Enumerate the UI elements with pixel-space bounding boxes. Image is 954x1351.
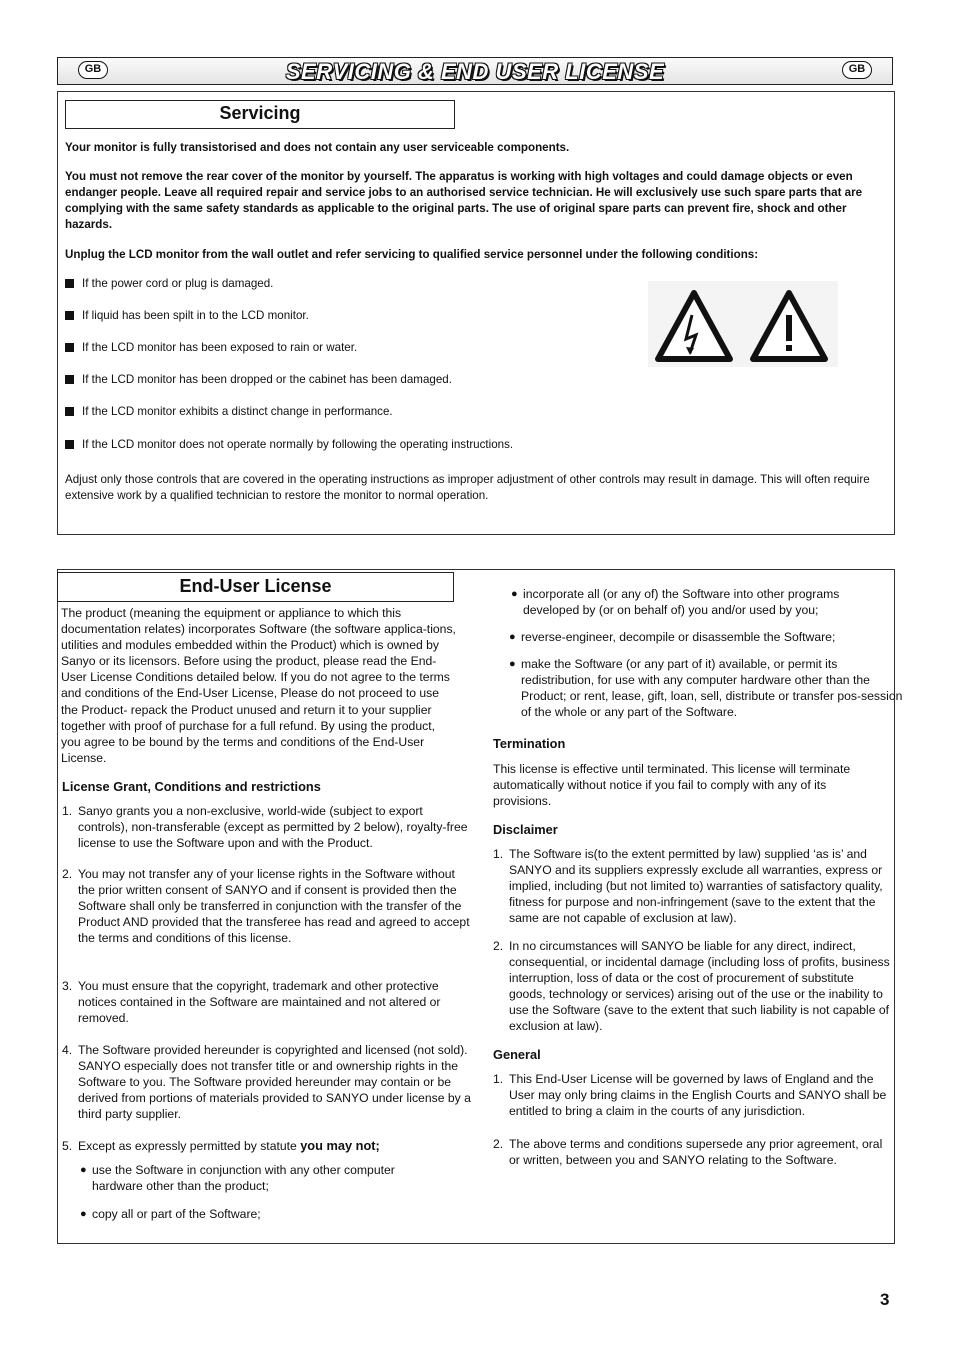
gb-badge-left: GB [78,61,108,79]
list-item: 1. This End-User License will be governed by laws of England and the User may only bring claims in the English Courts and SANYO shall be entitled to bring a claim in the courts of any jurisdiction. [493,1072,887,1119]
page-number: 3 [880,1290,890,1309]
list-item: 1. The Software is(to the extent permitted by law) supplied ‘as is’ and SANYO and its suppliers expressly exclude all warranties, express or implied, including (but not limited to) warranties of satisfactory quality, fitness for purpose and non-infringement (save to the extent that the same are not capable of exclusion at law). [493,847,883,926]
list-item: 2. You may not transfer any of your license rights in the Software without the prior written consent of SANYO and if consent is provided then the Software shall only be transferred in conjunction with the transfer of the Product AND provided that the transferee has read and agreed to accept the terms and conditions of this license. [62,867,470,946]
termination-text: This license is effective until terminated. This license will terminate automatically without notice if you fail to comply with any of its provisions. [493,762,851,809]
license-intro: The product (meaning the equipment or appliance to which this documentation relates) incorporates Software (the software applica-tions, utilities and modules embedded within the Product) which is owned by Sanyo or its licensors. Before using the product, please read the End-User License Conditions detailed below. If you do not agree to the terms and conditions of the End-User License, Please do not proceed to use the Product- repack the Product unused and return it to your supplier together with proof of purchase for a full refund. By using the product, you agree to be bound by the terms and conditions of the End-User License. [61,606,456,765]
grant-heading: License Grant, Conditions and restrictions [62,779,321,794]
servicing-heading: Servicing [65,100,455,129]
list-item: If the LCD monitor has been exposed to rain or water. [65,340,357,356]
list-item: If the LCD monitor does not operate normally by following the operating instructions. [65,437,513,453]
square-bullet-icon [65,375,74,384]
square-bullet-icon [65,440,74,449]
square-bullet-icon [65,343,74,352]
termination-heading: Termination [493,736,566,751]
round-bullet-icon: ● [509,631,516,643]
disclaimer-heading: Disclaimer [493,822,558,837]
round-bullet-icon: ● [80,1164,87,1176]
servicing-conditions-intro: Unplug the LCD monitor from the wall outlet and refer servicing to qualified service personnel under the following conditions: [65,248,759,261]
list-item: If the power cord or plug is damaged. [65,276,273,292]
list-item: ● make the Software (or any part of it) available, or permit its redistribution, for use with any computer hardware other than the Product; or rent, lease, gift, loan, sell, distribute or transfer pos-session of the whole or any part of the Software. [509,657,903,720]
list-item: ● reverse-engineer, decompile or disassemble the Software; [509,630,836,644]
license-heading: End-User License [57,572,454,602]
list-item: 5. Except as expressly permitted by statute you may not; [62,1138,380,1153]
square-bullet-icon [65,279,74,288]
round-bullet-icon: ● [80,1208,87,1220]
list-item: 2. In no circumstances will SANYO be liable for any direct, indirect, consequential, or incidental damage (including loss of profits, business interruption, loss of data or the cost of procurement of substitute goods, technology or services) arising out of the use or the inability to use the Software (save to the extent that such liability is not capable of exclusion at law). [493,939,890,1034]
list-item: If the LCD monitor has been dropped or the cabinet has been damaged. [65,372,452,388]
list-item: If liquid has been spilt in to the LCD monitor. [65,308,309,324]
list-item: ● use the Software in conjunction with any other computer hardware other than the product; [80,1163,395,1194]
warning-icons [648,281,838,367]
list-item: 4. The Software provided hereunder is copyrighted and licensed (not sold). SANYO especially does not transfer title or and ownership rights in the Software to you. The Software provided hereunder may contain or be derived from portions of materials provided to SANYO under license by a third party supplier. [62,1043,471,1122]
gb-badge-right: GB [842,61,872,79]
general-heading: General [493,1047,541,1062]
list-item: 2. The above terms and conditions supersede any prior agreement, oral or written, between you and SANYO relating to the Software. [493,1137,883,1168]
servicing-warning: You must not remove the rear cover of the monitor by yourself. The apparatus is working with high voltages and could damage objects or even endanger people. Leave all required repair and service jobs to an authorised service technician. He will exclusively use such spare parts that are complying with the same safety standards as applicable to the original parts. The use of original spare parts can prevent fire, shock and other hazards. [65,170,863,231]
servicing-intro: Your monitor is fully transistorised and does not contain any user serviceable components. [65,141,570,154]
list-item: If the LCD monitor exhibits a distinct change in performance. [65,404,393,420]
round-bullet-icon: ● [509,658,516,670]
round-bullet-icon: ● [511,588,518,600]
list-item: 3. You must ensure that the copyright, trademark and other protective notices contained in the Software are maintained and not altered or removed. [62,979,441,1026]
list-item: ● incorporate all (or any of) the Software into other programs developed by (or on behalf of) you and/or used by you; [511,587,840,618]
list-item: ● copy all or part of the Software; [80,1207,261,1221]
square-bullet-icon [65,311,74,320]
page-header [57,57,893,85]
page-title: SERVICING & END USER LICENSE [285,59,665,84]
list-item: 1. Sanyo grants you a non-exclusive, world-wide (subject to export controls), non-transferable (except as permitted by 2 below), royalty-free license to use the Software upon and with the Product. [62,804,468,851]
servicing-closing: Adjust only those controls that are covered in the operating instructions as improper adjustment of other controls may result in damage. This will often require extensive work by a qualified technician to restore the monitor to normal operation. [65,473,870,502]
square-bullet-icon [65,407,74,416]
